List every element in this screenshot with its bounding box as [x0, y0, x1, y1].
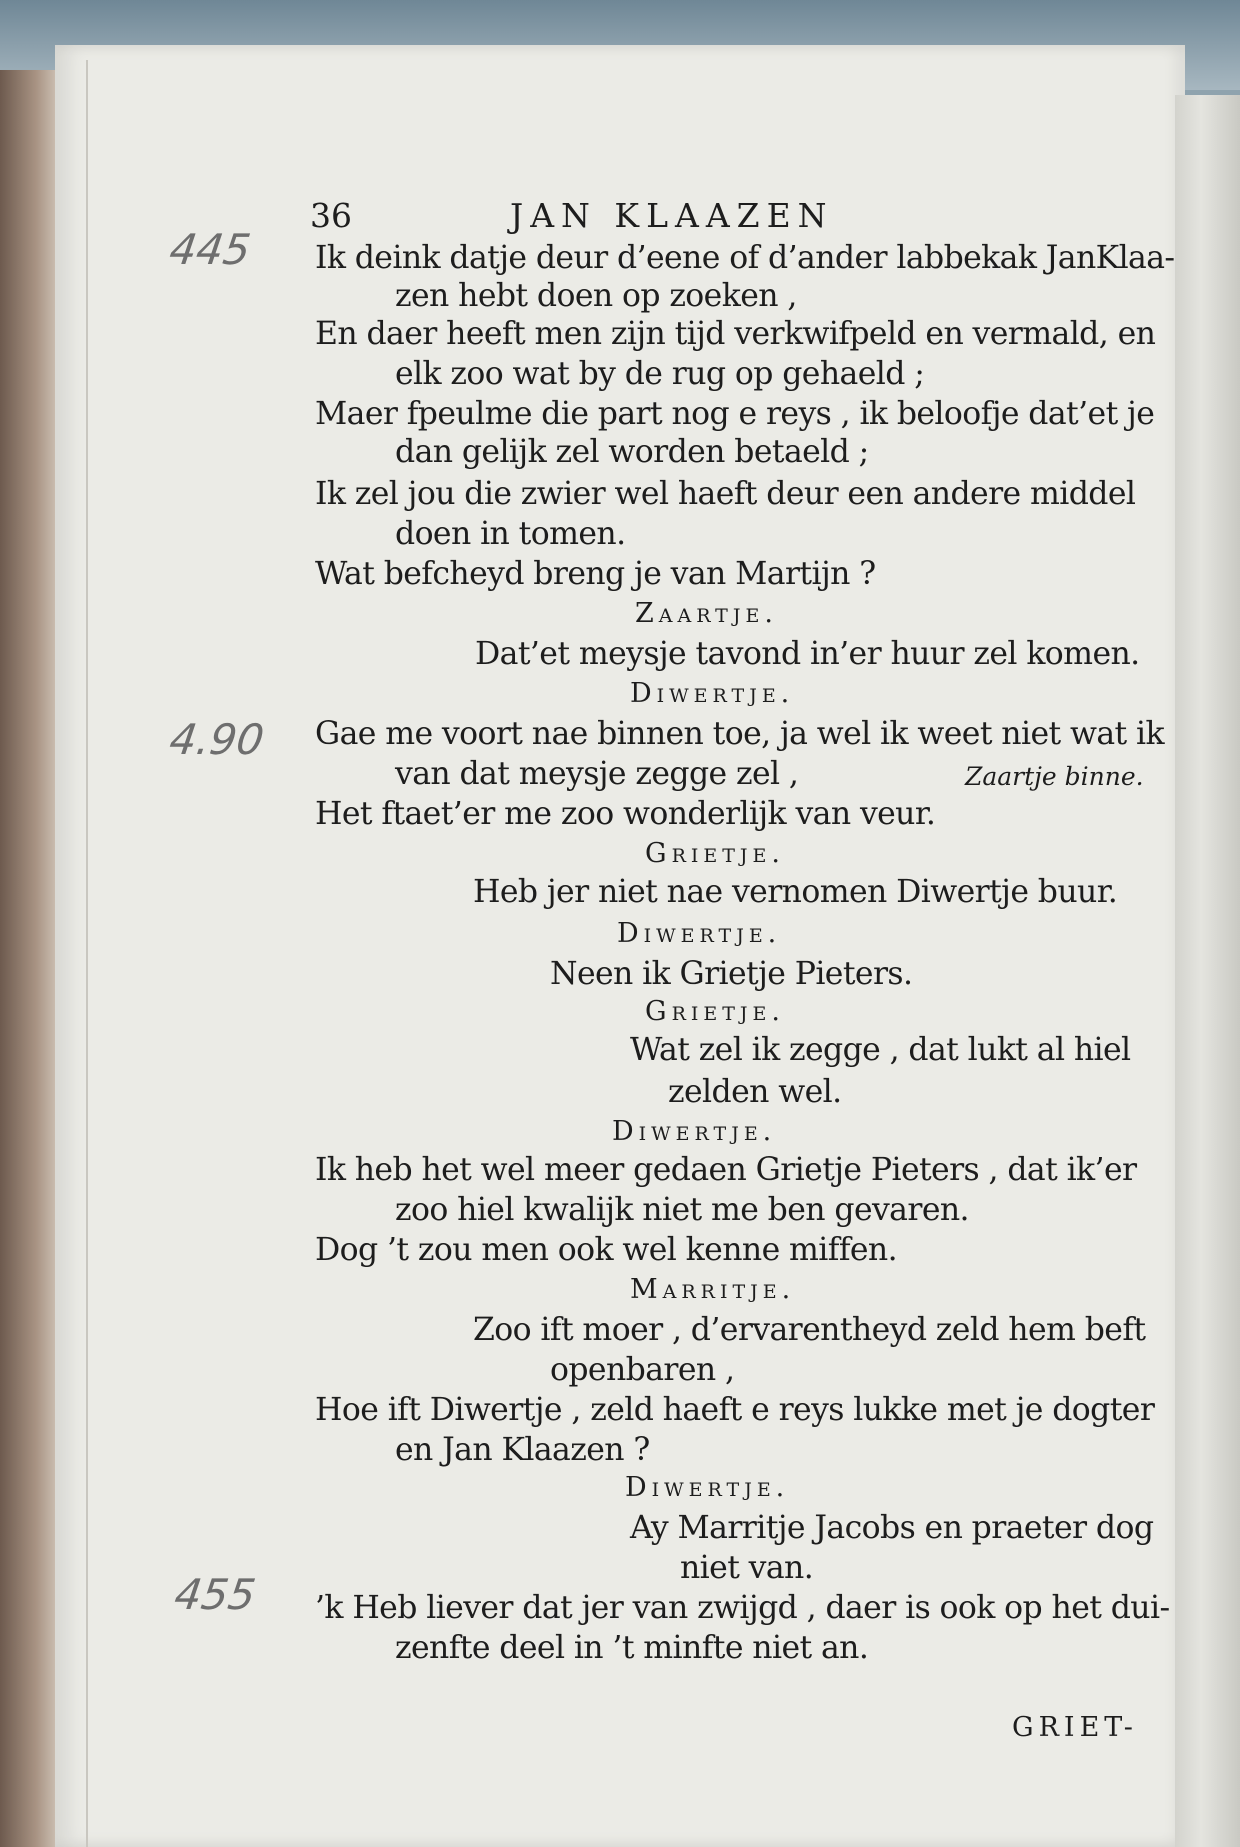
text-line: Neen ik Grietje Pieters.	[550, 956, 913, 992]
speaker-name: Diwertje.	[625, 1472, 790, 1503]
text-line: Ik heb het wel meer gedaen Grietje Pieters , dat ik’er	[315, 1152, 1137, 1188]
text-line: Hoe ift Diwertje , zeld haeft e reys lukke met je dogter	[315, 1392, 1155, 1428]
margin-note: 455	[171, 1570, 259, 1619]
margin-note: 445	[166, 225, 254, 274]
speaker-name: Diwertje.	[612, 1116, 777, 1147]
speaker-name: Grietje.	[645, 996, 785, 1027]
speaker-name: Marritje.	[630, 1274, 796, 1305]
speaker-name: Zaartje.	[635, 598, 778, 629]
page-number: 36	[310, 196, 352, 235]
text-line: Dat’et meysje tavond in’er huur zel komen.	[475, 636, 1140, 672]
text-line: Ik zel jou die zwier wel haeft deur een andere middel	[315, 476, 1136, 512]
speaker-name: Diwertje.	[630, 678, 795, 709]
text-line: en Jan Klaazen ?	[395, 1432, 650, 1468]
text-line: Wat zel ik zegge , dat lukt al hiel	[630, 1032, 1131, 1068]
text-line: doen in tomen.	[395, 516, 626, 552]
speaker-name: Grietje.	[645, 838, 785, 869]
text-line: elk zoo wat by de rug op gehaeld ;	[395, 356, 925, 392]
text-line: zen hebt doen op zoeken ,	[395, 278, 797, 314]
text-line: zenfte deel in ’t minfte niet an.	[395, 1630, 869, 1666]
margin-note: 4.90	[166, 715, 267, 764]
text-line: Gae me voort nae binnen toe, ja wel ik weet niet wat ik	[315, 716, 1164, 752]
text-line: Ay Marritje Jacobs en praeter dog	[630, 1510, 1154, 1546]
text-line: Het ftaet’er me zoo wonderlijk van veur.	[315, 796, 936, 832]
text-line: Dog ’t zou men ook wel kenne miffen.	[315, 1232, 898, 1268]
speaker-name: Diwertje.	[617, 918, 782, 949]
book-edge-right	[1175, 95, 1240, 1847]
text-line: niet van.	[680, 1550, 814, 1586]
text-line: Zoo ift moer , d’ervarentheyd zeld hem beft	[473, 1312, 1146, 1348]
text-line: zoo hiel kwalijk niet me ben gevaren.	[395, 1192, 969, 1228]
text-line: Maer fpeulme die part nog e reys , ik beloofje dat’et je	[315, 396, 1155, 432]
text-line: openbaren ,	[550, 1352, 735, 1388]
text-line: zelden wel.	[668, 1074, 842, 1110]
text-line: Wat befcheyd breng je van Martijn ?	[315, 556, 876, 592]
text-line: ’k Heb liever dat jer van zwijgd , daer is ook op het dui-	[315, 1590, 1170, 1626]
text-line: van dat meysje zegge zel ,	[395, 756, 799, 792]
catchword: GRIET-	[1012, 1712, 1138, 1743]
text-line: dan gelijk zel worden betaeld ;	[395, 434, 869, 470]
text-line: En daer heeft men zijn tijd verkwifpeld en vermald, en	[315, 316, 1156, 352]
running-title: JAN KLAAZEN	[510, 196, 834, 235]
text-line: Ik deink datje deur d’eene of d’ander labbekak JanKlaa-	[315, 240, 1175, 276]
page-gutter-line	[86, 60, 88, 1847]
stage-direction: Zaartje binne.	[965, 762, 1144, 791]
text-line: Heb jer niet nae vernomen Diwertje buur.	[473, 874, 1118, 910]
